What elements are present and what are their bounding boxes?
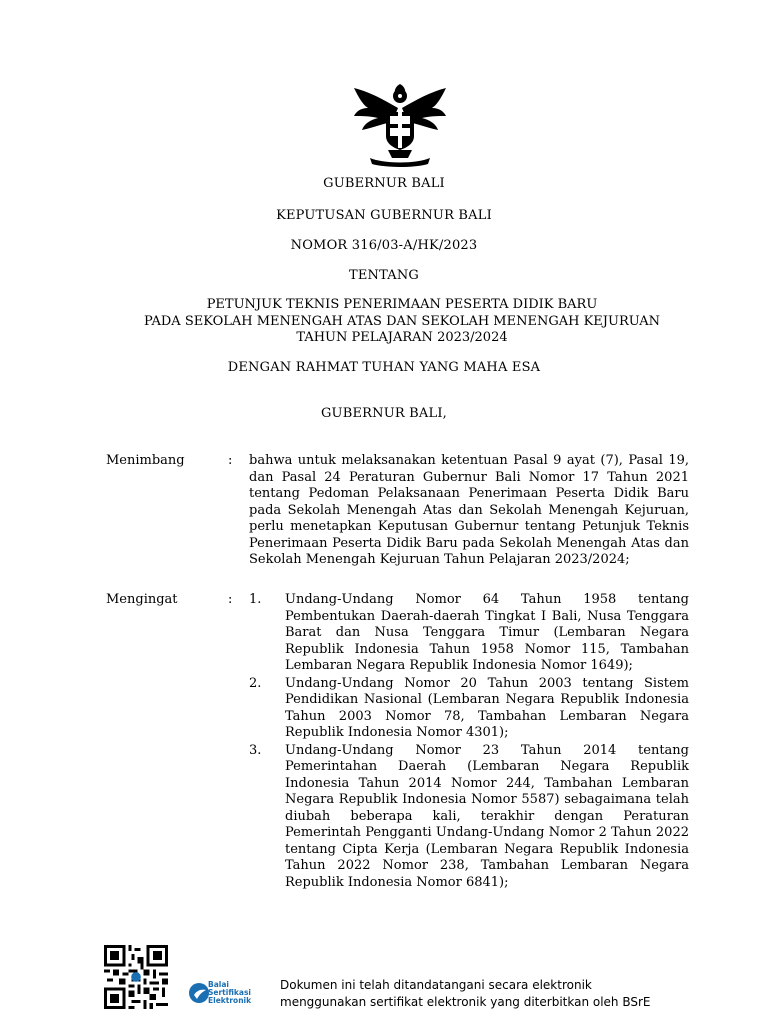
- governor-heading: GUBERNUR BALI: [323, 176, 445, 191]
- blessing-line: DENGAN RAHMAT TUHAN YANG MAHA ESA: [227, 360, 541, 375]
- list-item-text: Undang-Undang Nomor 23 Tahun 2014 tentang Pemerintahan Daerah (Lembaran Negara Republik Indonesia Tahun 2014 Nomor 244, Tambahan Lembaran Negara Republik Indonesia Nomor 5587) sebagaimana telah diubah beberapa kali, terakhir dengan Peraturan Pemerintah Pengganti Undang-Undang Nomor 2 Tahun 2022 tentang Cipta Kerja (Lembaran Negara Republik Indonesia Tahun 2022 Nomor 238, Tambahan Lembaran Negara Republik Indonesia Nomor 6841);: [285, 742, 689, 890]
- menimbang-text: bahwa untuk melaksanakan ketentuan Pasal 9 ayat (7), Pasal 19, dan Pasal 24 Peraturan Gubernur Bali Nomor 17 Tahun 2021 tentang Pedoman Pelaksanaan Penerimaan Peserta Didik Baru pada Sekolah Menengah Atas dan Sekolah Menengah Kejuruan, perlu menetapkan Keputusan Gubernur tentang Petunjuk Teknis Penerimaan Peserta Didik Baru pada Sekolah Menengah Atas dan Sekolah Menengah Kejuruan Tahun Pelajaran 2023/2024;: [249, 453, 689, 567]
- bsre-logo-line: Balai: [208, 980, 229, 989]
- title-line: PETUNJUK TEKNIS PENERIMAAN PESERTA DIDIK BARU: [206, 297, 598, 312]
- list-item-number: 3.: [249, 742, 262, 758]
- garuda-emblem-icon: [348, 78, 452, 168]
- list-item: [249, 592, 689, 675]
- list-item-text: Undang-Undang Nomor 64 Tahun 1958 tentang Pembentukan Daerah-daerah Tingkat I Bali, Nusa Tenggara Barat dan Nusa Tenggara Timur (Lembaran Negara Republik Indonesia Tahun 1958 Nomor 115, Tambahan Lembaran Negara Republik Indonesia Nomor 1649);: [285, 592, 689, 673]
- menimbang-colon: :: [228, 453, 233, 468]
- qr-code-icon: [104, 945, 168, 1009]
- electronic-signature-note: [280, 977, 651, 1011]
- list-item: [249, 676, 689, 742]
- note-line: Dokumen ini telah ditandatangani secara elektronik: [280, 978, 592, 992]
- decree-heading: KEPUTUSAN GUBERNUR BALI: [276, 208, 492, 223]
- list-item-number: 1.: [249, 592, 262, 607]
- decree-title: [90, 297, 714, 347]
- title-line: TAHUN PELAJARAN 2023/2024: [296, 330, 508, 345]
- decree-number: NOMOR 316/03-A/HK/2023: [290, 238, 478, 253]
- bsre-logo-text: [208, 981, 251, 1005]
- signature-footer: [104, 945, 724, 1015]
- title-line: PADA SEKOLAH MENENGAH ATAS DAN SEKOLAH MENENGAH KEJURUAN: [143, 313, 661, 329]
- about-heading: TENTANG: [348, 268, 420, 283]
- bsre-logo-line: Elektronik: [208, 996, 252, 1005]
- list-item-number: 2.: [249, 675, 262, 691]
- note-line: menggunakan sertifikat elektronik yang diterbitkan oleh BSrE: [280, 995, 651, 1009]
- menimbang-label: Menimbang: [106, 453, 185, 468]
- governor-address: GUBERNUR BALI,: [320, 406, 448, 421]
- bsre-logo-icon: [188, 981, 210, 1005]
- list-item: [249, 743, 689, 892]
- mengingat-list: [249, 592, 689, 892]
- mengingat-colon: :: [228, 592, 233, 607]
- list-item-text: Undang-Undang Nomor 20 Tahun 2003 tentang Sistem Pendidikan Nasional (Lembaran Negara Republik Indonesia Tahun 2003 Nomor 78, Tambahan Lembaran Negara Republik Indonesia Nomor 4301);: [285, 675, 689, 740]
- bsre-logo-line: Sertifikasi: [208, 988, 251, 997]
- mengingat-label: Mengingat: [106, 592, 178, 607]
